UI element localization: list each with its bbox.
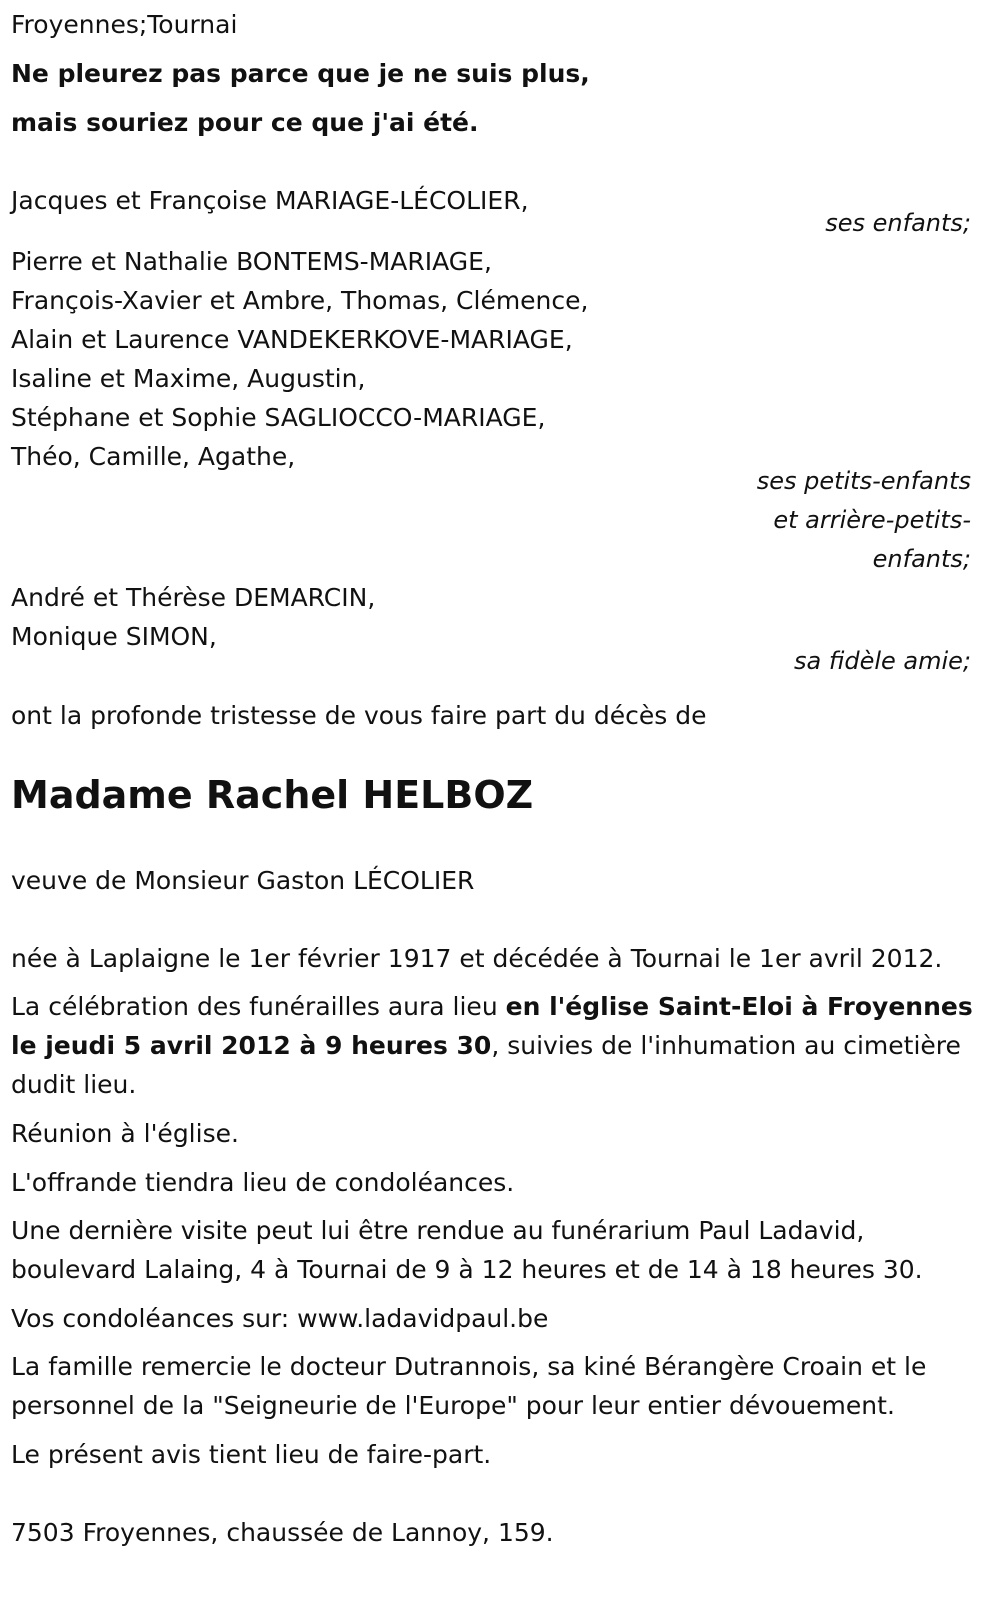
deceased-name: Madame Rachel HELBOZ xyxy=(11,773,534,817)
location-header: Froyennes;Tournai xyxy=(11,10,238,39)
visit-line-2: boulevard Lalaing, 4 à Tournai de 9 à 12 heures et de 14 à 18 heures 30. xyxy=(11,1255,923,1284)
grandchild-line: Théo, Camille, Agathe, xyxy=(11,442,296,471)
notice-text: Le présent avis tient lieu de faire-part. xyxy=(11,1440,492,1469)
grandchildren-relation-line: enfants; xyxy=(872,545,971,573)
quote-line-2: mais souriez pour ce que j'ai été. xyxy=(11,108,479,137)
meeting-text: Réunion à l'église. xyxy=(11,1119,239,1148)
grandchild-line: Alain et Laurence VANDEKERKOVE-MARIAGE, xyxy=(11,325,573,354)
funeral-datetime: le jeudi 5 avril 2012 à 9 heures 30 xyxy=(11,1031,492,1060)
thanks-line-2: personnel de la "Seigneurie de l'Europe" pour leur entier dévouement. xyxy=(11,1391,895,1420)
children-names: Jacques et Françoise MARIAGE-LÉCOLIER, xyxy=(11,186,529,215)
offering-text: L'offrande tiendra lieu de condoléances. xyxy=(11,1168,515,1197)
visit-line-1: Une dernière visite peut lui être rendue au funérarium Paul Ladavid, xyxy=(11,1216,865,1245)
quote-line-1: Ne pleurez pas parce que je ne suis plus, xyxy=(11,59,590,88)
funeral-intro: La célébration des funérailles aura lieu xyxy=(11,992,506,1021)
grandchildren-relation-line: ses petits-enfants xyxy=(756,467,971,495)
funeral-line-2 xyxy=(11,1031,961,1061)
friend-line: Monique SIMON, xyxy=(11,622,217,651)
funeral-burial: , suivies de l'inhumation au cimetière xyxy=(491,1031,961,1060)
thanks-line-1: La famille remercie le docteur Dutrannois, sa kiné Bérangère Croain et le xyxy=(11,1352,927,1381)
grandchild-line: Isaline et Maxime, Augustin, xyxy=(11,364,366,393)
widow-of-text: veuve de Monsieur Gaston LÉCOLIER xyxy=(11,866,475,895)
condolences-text: Vos condoléances sur: www.ladavidpaul.be xyxy=(11,1304,549,1333)
grandchild-line: François-Xavier et Ambre, Thomas, Clémence, xyxy=(11,286,589,315)
children-relation: ses enfants; xyxy=(825,209,971,237)
announcement-text: ont la profonde tristesse de vous faire part du décès de xyxy=(11,701,707,730)
funeral-line-3: dudit lieu. xyxy=(11,1070,137,1099)
birth-death-text: née à Laplaigne le 1er février 1917 et décédée à Tournai le 1er avril 2012. xyxy=(11,944,943,973)
grandchild-line: Pierre et Nathalie BONTEMS-MARIAGE, xyxy=(11,247,492,276)
address-text: 7503 Froyennes, chaussée de Lannoy, 159. xyxy=(11,1518,554,1547)
funeral-location: en l'église Saint-Eloi à Froyennes xyxy=(505,992,973,1021)
friend-line: André et Thérèse DEMARCIN, xyxy=(11,583,376,612)
grandchildren-relation-line: et arrière-petits- xyxy=(773,506,971,534)
grandchild-line: Stéphane et Sophie SAGLIOCCO-MARIAGE, xyxy=(11,403,546,432)
funeral-line-1 xyxy=(11,992,973,1022)
friend-relation: sa fidèle amie; xyxy=(793,647,971,675)
